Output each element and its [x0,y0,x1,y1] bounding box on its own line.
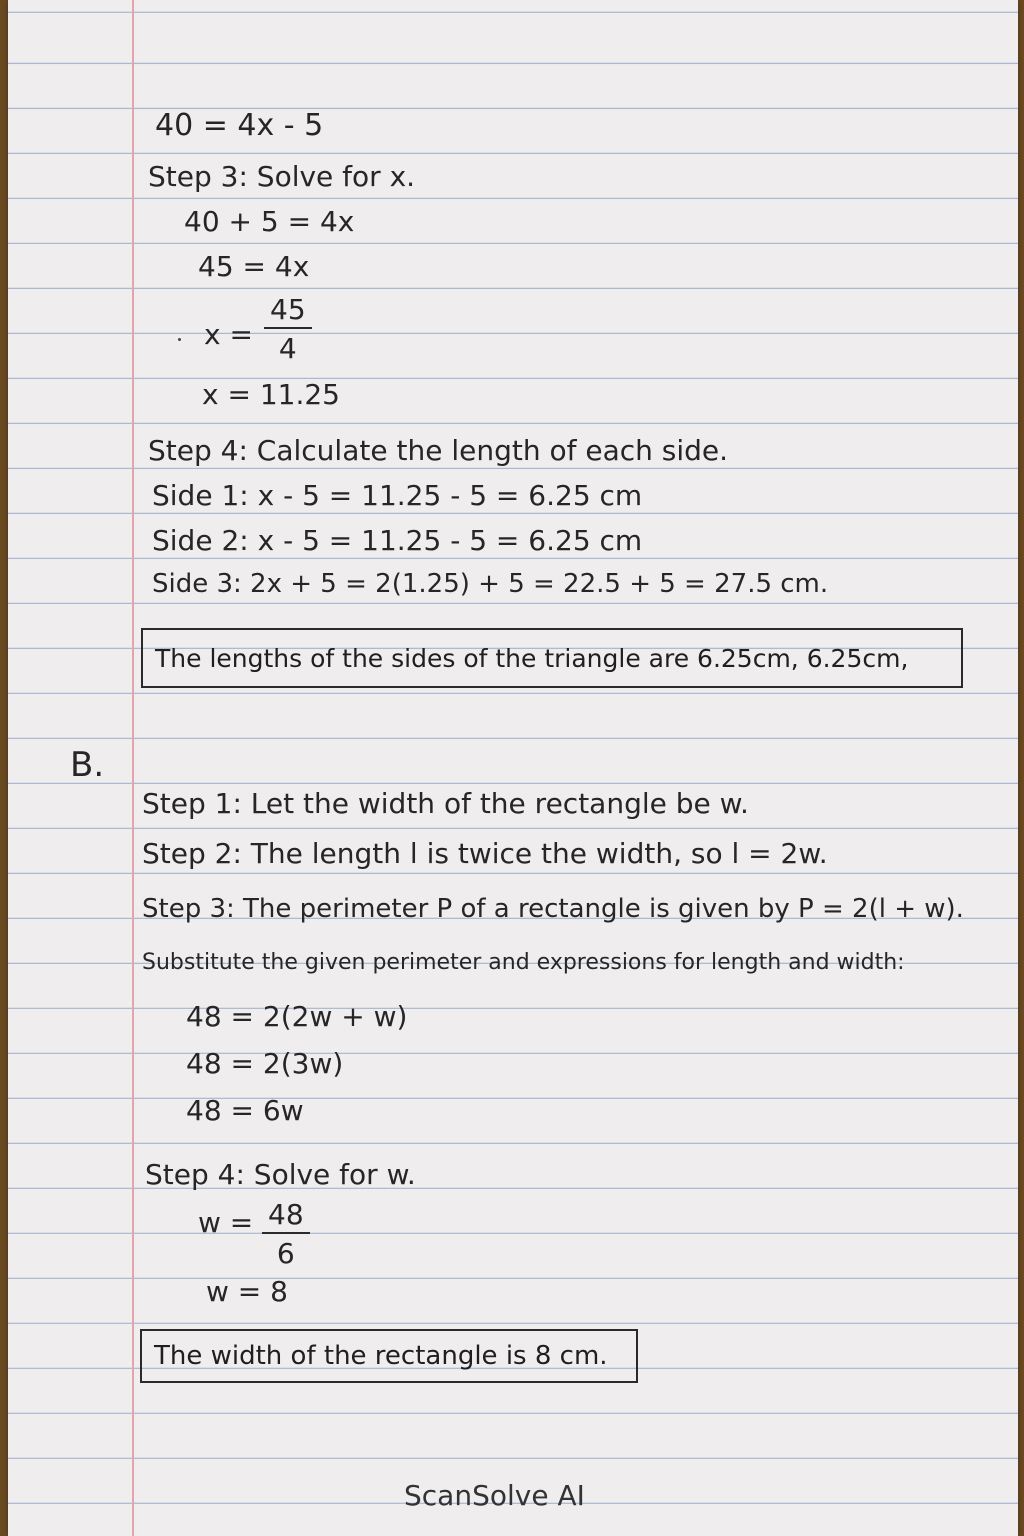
fraction-denominator: 4 [278,332,297,365]
step4-result: w = 8 [206,1275,288,1308]
margin-line [132,0,134,1536]
step3-title: Step 3: Solve for x. [148,160,416,193]
answer-box [140,1329,638,1383]
answer-text: The width of the rectangle is 8 cm. [154,1341,608,1371]
part-label: B. [70,745,105,785]
fraction-denominator: 6 [276,1237,295,1270]
substitute-line: Substitute the given perimeter and expressions for length and width: [142,950,905,975]
fraction-lhs: x = [204,318,253,351]
step3-line: 40 + 5 = 4x [184,205,355,238]
side-line: Side 2: x - 5 = 11.25 - 5 = 6.25 cm [152,524,643,557]
answer-text: The lengths of the sides of the triangle are 6.25cm, 6.25cm, [155,643,909,673]
step4-title: Step 4: Calculate the length of each side. [148,434,729,467]
equation-line: 48 = 2(3w) [186,1047,344,1080]
stray-dot [178,338,181,341]
step2: Step 2: The length l is twice the width, so l = 2w. [142,837,828,870]
fraction-numerator: 48 [262,1201,310,1234]
fraction [262,1198,310,1270]
step3-line: 45 = 4x [198,250,310,283]
footer-brand: ScanSolve AI [404,1479,585,1512]
side-line: Side 1: x - 5 = 11.25 - 5 = 6.25 cm [152,479,643,512]
notebook-page [8,0,1018,1536]
step4-title: Step 4: Solve for w. [145,1158,416,1191]
step1: Step 1: Let the width of the rectangle be w. [142,787,749,820]
equation-line: 48 = 2(2w + w) [186,1000,408,1033]
fraction-numerator: 45 [264,296,312,329]
fraction [264,293,312,365]
equation-top: 40 = 4x - 5 [155,108,324,143]
step3-result: x = 11.25 [202,378,340,411]
answer-box [141,628,963,688]
step3: Step 3: The perimeter P of a rectangle is given by P = 2(l + w). [142,894,964,924]
equation-line: 48 = 6w [186,1094,304,1127]
fraction-lhs: w = [198,1206,254,1239]
side-line: Side 3: 2x + 5 = 2(1.25) + 5 = 22.5 + 5 = 27.5 cm. [152,569,829,599]
